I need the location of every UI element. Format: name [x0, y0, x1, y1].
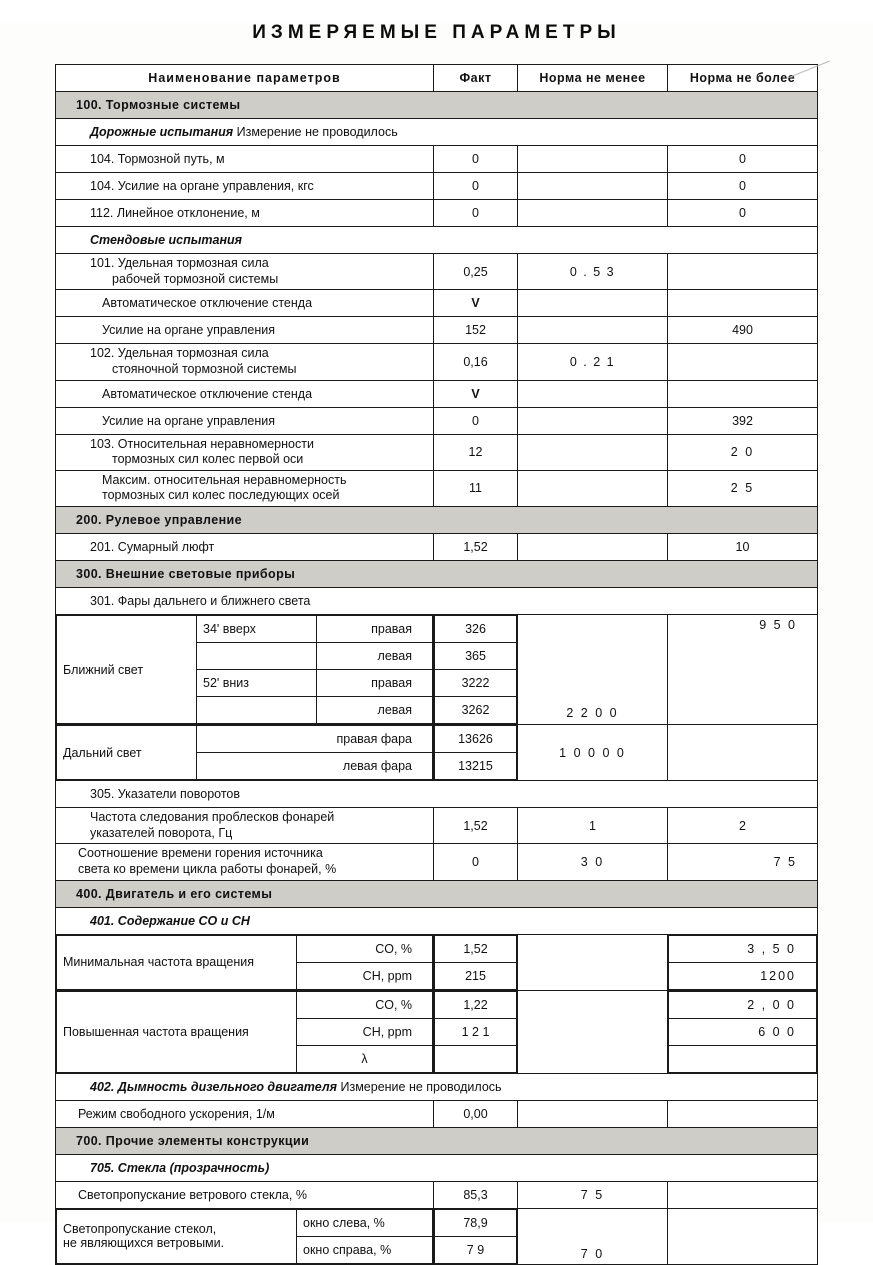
- table-row: [56, 588, 818, 615]
- subsection-co-ch: [56, 907, 818, 934]
- co-high-fact: 1 2 1: [435, 1018, 517, 1045]
- row-fact: 1,52: [434, 534, 518, 561]
- row-fact: 0: [434, 844, 518, 880]
- row-min: [518, 200, 668, 227]
- subsection-note-smoke: Измерение не проводилось: [340, 1079, 502, 1094]
- row-fact: 85,3: [434, 1181, 518, 1208]
- header-max: Норма не более: [668, 65, 818, 92]
- side-glass-fact: 78,9: [435, 1209, 517, 1236]
- low-beam-label: Ближний свет: [57, 616, 197, 724]
- table-header-row: [56, 65, 818, 92]
- row-min: [518, 290, 668, 317]
- section-label-400: 400. Двигатель и его системы: [56, 880, 818, 907]
- row-min: [518, 173, 668, 200]
- table-row: [56, 407, 818, 434]
- high-beam-inner-table: [56, 725, 433, 780]
- high-beam-side: правая фара: [197, 726, 433, 753]
- low-beam-fact: 3222: [435, 670, 517, 697]
- row-name-line1: Частота следования проблесков фонарей: [90, 810, 335, 824]
- row-fact: V: [434, 290, 518, 317]
- high-beam-fact-table: [434, 725, 517, 780]
- subsection-label-co-ch: 401. Содержание СО и СН: [90, 913, 250, 928]
- row-name: 104. Усилие на органе управления, кгс: [56, 173, 434, 200]
- co-min-max: 3 , 5 0: [669, 935, 817, 962]
- subsection-label-bench-tests: Стендовые испытания: [90, 233, 243, 247]
- section-row-100: [56, 92, 818, 119]
- table-row: [56, 808, 818, 844]
- low-beam-fact: 365: [435, 643, 517, 670]
- table-row: [56, 317, 818, 344]
- row-max: 0: [668, 200, 818, 227]
- row-fact: 152: [434, 317, 518, 344]
- section-row-200: [56, 507, 818, 534]
- subsection-note-road-tests: Измерение не проводилось: [236, 125, 398, 139]
- row-fact: 0: [434, 407, 518, 434]
- row-max: 2: [668, 808, 818, 844]
- row-max: 2 0: [668, 434, 818, 470]
- row-max: [668, 290, 818, 317]
- side-glass-param: окно слева, %: [297, 1209, 433, 1236]
- row-min: 0 . 2 1: [518, 344, 668, 380]
- header-fact: Факт: [434, 65, 518, 92]
- table-row: [56, 1100, 818, 1127]
- row-fact: 0: [434, 200, 518, 227]
- low-beam-fact: 326: [435, 616, 517, 643]
- row-name: 301. Фары дальнего и ближнего света: [56, 588, 818, 615]
- row-max: 490: [668, 317, 818, 344]
- low-beam-side: левая: [317, 697, 433, 724]
- low-beam-max: 9 5 0: [668, 615, 818, 725]
- high-beam-fact: 13215: [435, 753, 517, 780]
- table-row: [56, 380, 818, 407]
- row-name-line2: света ко времени цикла работы фонарей, %: [78, 861, 337, 876]
- low-beam-side: правая: [317, 670, 433, 697]
- section-label-300: 300. Внешние световые приборы: [56, 561, 818, 588]
- document-page: [0, 22, 873, 1261]
- row-name-line1: Соотношение времени горения источника: [78, 846, 323, 861]
- co-high-max: 6 0 0: [669, 1018, 817, 1045]
- subsection-bench-tests: [56, 227, 818, 254]
- table-row: [56, 173, 818, 200]
- side-glass-fact-table: [434, 1209, 517, 1264]
- low-beam-angle: 52' вниз: [197, 670, 317, 697]
- co-high-label: Повышенная частота вращения: [57, 991, 297, 1072]
- low-beam-block: [56, 615, 818, 725]
- subsection-glass: [56, 1154, 818, 1181]
- row-name: Автоматическое отключение стенда: [56, 290, 434, 317]
- co-min-label: Минимальная частота вращения: [57, 935, 297, 989]
- co-min-inner-table: [56, 935, 433, 990]
- row-name: Усилие на органе управления: [56, 407, 434, 434]
- co-high-param: CO, %: [297, 991, 433, 1018]
- row-fact: 12: [434, 434, 518, 470]
- table-row: [56, 844, 818, 880]
- side-glass-max: [668, 1208, 818, 1264]
- low-beam-min: 2 2 0 0: [518, 615, 668, 725]
- row-min: [518, 534, 668, 561]
- row-fact: 0,25: [434, 254, 518, 290]
- low-beam-line: [57, 616, 433, 643]
- table-row: [56, 290, 818, 317]
- row-name-line1: 103. Относительная неравномерности: [90, 436, 314, 451]
- co-min-fact: 1,52: [435, 935, 517, 962]
- table-row: [56, 254, 818, 290]
- section-label-700: 700. Прочие элементы конструкции: [56, 1127, 818, 1154]
- table-row: [56, 434, 818, 470]
- section-row-300: [56, 561, 818, 588]
- co-min-param: CH, ppm: [297, 962, 433, 989]
- side-glass-line: [57, 1209, 433, 1236]
- low-beam-side: правая: [317, 616, 433, 643]
- co-min-line: [57, 935, 433, 962]
- row-name-line1: 102. Удельная тормозная сила: [90, 346, 269, 361]
- side-glass-fact: 7 9: [435, 1236, 517, 1263]
- co-high-block: [56, 990, 818, 1073]
- co-min-block: [56, 934, 818, 990]
- row-fact: 0,00: [434, 1100, 518, 1127]
- row-max: [668, 1100, 818, 1127]
- subsection-road-tests: [56, 119, 818, 146]
- co-min-fact-table: [434, 935, 517, 990]
- subsection-smoke: [56, 1073, 818, 1100]
- row-max: 7 5: [668, 844, 818, 880]
- row-min: [518, 470, 668, 506]
- page-title: ИЗМЕРЯЕМЫЕ ПАРАМЕТРЫ: [252, 22, 621, 43]
- high-beam-side: левая фара: [197, 753, 433, 780]
- row-name-line2: рабочей тормозной системы: [112, 271, 279, 286]
- row-max: 0: [668, 146, 818, 173]
- high-beam-fact: 13626: [435, 726, 517, 753]
- header-min: Норма не менее: [518, 65, 668, 92]
- side-glass-inner-table: [56, 1209, 433, 1264]
- row-max: [668, 254, 818, 290]
- row-min: [518, 380, 668, 407]
- subsection-label-glass: 705. Стекла (прозрачность): [90, 1160, 270, 1175]
- row-name: Усилие на органе управления: [56, 317, 434, 344]
- parameters-table: [55, 64, 818, 1265]
- row-fact: 0: [434, 173, 518, 200]
- subsection-label-road-tests: Дорожные испытания: [90, 125, 234, 139]
- row-name-line2: тормозных сил колес последующих осей: [102, 488, 340, 503]
- row-min: [518, 434, 668, 470]
- row-min: 7 5: [518, 1181, 668, 1208]
- row-max: 0: [668, 173, 818, 200]
- table-row: [56, 470, 818, 506]
- co-high-fact-table: [434, 991, 517, 1073]
- side-glass-label-line2: не являющихся ветровыми.: [63, 1236, 225, 1250]
- co-high-line: [57, 991, 433, 1018]
- co-min-param: CO, %: [297, 935, 433, 962]
- low-beam-side: левая: [317, 643, 433, 670]
- row-name-line1: Максим. относительная неравномерность: [102, 472, 347, 487]
- row-fact: 1,52: [434, 808, 518, 844]
- table-row: [56, 344, 818, 380]
- low-beam-fact-table: [434, 615, 517, 724]
- row-name: 112. Линейное отклонение, м: [56, 200, 434, 227]
- row-max: 392: [668, 407, 818, 434]
- row-max: [668, 380, 818, 407]
- header-name: Наименование параметров: [56, 65, 434, 92]
- row-name: 201. Сумарный люфт: [56, 534, 434, 561]
- high-beam-min: 1 0 0 0 0: [518, 725, 668, 781]
- low-beam-angle: [197, 697, 317, 724]
- co-min-max: 1200: [669, 962, 817, 989]
- subsection-label-smoke: 402. Дымность дизельного двигателя: [90, 1079, 337, 1094]
- co-high-max: [669, 1045, 817, 1072]
- table-row: [56, 1181, 818, 1208]
- co-high-fact: [435, 1045, 517, 1072]
- table-row: [56, 146, 818, 173]
- row-name: Автоматическое отключение стенда: [56, 380, 434, 407]
- row-max: 10: [668, 534, 818, 561]
- high-beam-block: [56, 725, 818, 781]
- co-high-inner-table: [56, 991, 433, 1073]
- side-glass-min: 7 0: [518, 1208, 668, 1264]
- co-high-min: [518, 990, 668, 1073]
- high-beam-label: Дальний свет: [57, 726, 197, 780]
- row-name: Режим свободного ускорения, 1/м: [56, 1100, 434, 1127]
- low-beam-angle: 34' вверх: [197, 616, 317, 643]
- section-label-100: 100. Тормозные системы: [56, 92, 818, 119]
- side-glass-block: [56, 1208, 818, 1264]
- row-name-line1: 101. Удельная тормозная сила: [90, 256, 269, 270]
- row-name-line2: указателей поворота, Гц: [90, 825, 233, 840]
- row-min: [518, 317, 668, 344]
- row-max: [668, 344, 818, 380]
- row-fact: 0,16: [434, 344, 518, 380]
- co-high-param-lambda: λ: [297, 1045, 433, 1072]
- row-max: [668, 1181, 818, 1208]
- row-fact: 11: [434, 470, 518, 506]
- row-min: [518, 146, 668, 173]
- co-high-max: 2 , 0 0: [669, 991, 817, 1018]
- section-label-200: 200. Рулевое управление: [56, 507, 818, 534]
- co-min-min: [518, 934, 668, 990]
- co-high-fact: 1,22: [435, 991, 517, 1018]
- low-beam-fact: 3262: [435, 697, 517, 724]
- row-name: Светопропускание ветрового стекла, %: [56, 1181, 434, 1208]
- side-glass-label-line1: Светопропускание стекол,: [63, 1222, 217, 1236]
- section-row-700: [56, 1127, 818, 1154]
- section-row-400: [56, 880, 818, 907]
- row-min: 3 0: [518, 844, 668, 880]
- low-beam-inner-table: [56, 615, 433, 724]
- co-min-fact: 215: [435, 962, 517, 989]
- row-name-line2: стояночной тормозной системы: [112, 361, 297, 376]
- table-row: [56, 781, 818, 808]
- row-fact: V: [434, 380, 518, 407]
- side-glass-param: окно справа, %: [297, 1236, 433, 1263]
- row-name: 104. Тормозной путь, м: [56, 146, 434, 173]
- row-min: 1: [518, 808, 668, 844]
- row-min: 0 . 5 3: [518, 254, 668, 290]
- row-max: 2 5: [668, 470, 818, 506]
- table-row: [56, 200, 818, 227]
- co-high-max-table: [668, 991, 817, 1073]
- row-min: [518, 1100, 668, 1127]
- row-fact: 0: [434, 146, 518, 173]
- table-row: [56, 534, 818, 561]
- high-beam-max: [668, 725, 818, 781]
- row-name-line2: тормозных сил колес первой оси: [112, 452, 304, 467]
- row-min: [518, 407, 668, 434]
- co-high-param: CH, ppm: [297, 1018, 433, 1045]
- high-beam-line: [57, 726, 433, 753]
- low-beam-angle: [197, 643, 317, 670]
- row-name: 305. Указатели поворотов: [56, 781, 818, 808]
- co-min-max-table: [668, 935, 817, 990]
